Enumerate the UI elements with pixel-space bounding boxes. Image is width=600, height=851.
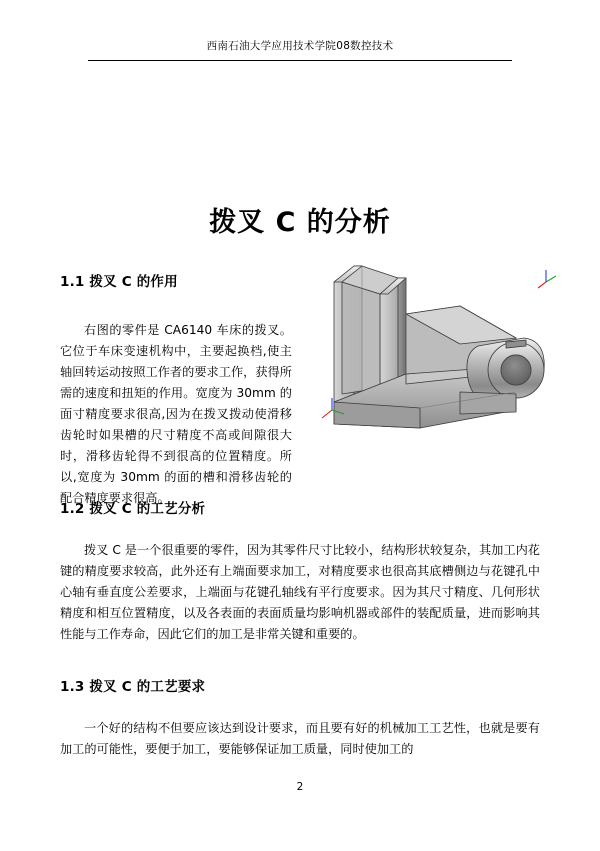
axis-triad-top [538,270,556,288]
page-header: 西南石油大学应用技术学院08数控技术 [206,40,394,52]
page-title: 拨叉 C 的分析 [209,207,391,238]
section-body-1-1: 右图的零件是 CA6140 车床的拨叉。它位于车床变速机构中，主要起换档,使主轴回转运动按照工作者的要求工作，获得所需的速度和扭矩的作用。宽度为 30mm 的面寸精度要求很高,因为在拨叉拨动使滑移齿轮时如果槽的尺寸精度不高或间隙很大时，滑移齿轮得不到很高的位置精度。所以,宽度为 30mm 的面的槽和滑移齿轮的配合精度要求很高。 [60,323,292,505]
section-heading-1-2: 1.2 拨叉 C 的工艺分析 [60,501,206,517]
section-body-1-2: 拨叉 C 是一个很重要的零件，因为其零件尺寸比较小，结构形状较复杂，其加工内花键的精度要求较高，此外还有上端面要求加工，对精度要求也很高其底槽侧边与花键孔中心轴有垂直度公差要求，上端面与花键孔轴线有平行度要求。因为其尺寸精度、几何形状精度和相互位置精度，以及各表面的表面质量均影响机器或部件的装配质量，进而影响其性能与工作寿命，因此它们的加工是非常关键和重要的。 [60,543,540,641]
header-divider [88,60,512,61]
section-heading-1-1: 1.1 拨叉 C 的作用 [60,274,178,290]
section-body-1-3: 一个好的结构不但要应该达到设计要求，而且要有好的机械加工工艺性，也就是要有加工的可能性，要便于加工，要能够保证加工质量，同时使加工的 [60,721,540,756]
section-heading-1-3: 1.3 拨叉 C 的工艺要求 [60,679,206,695]
part-3d-figure [310,242,560,452]
page-number: 2 [296,781,304,793]
